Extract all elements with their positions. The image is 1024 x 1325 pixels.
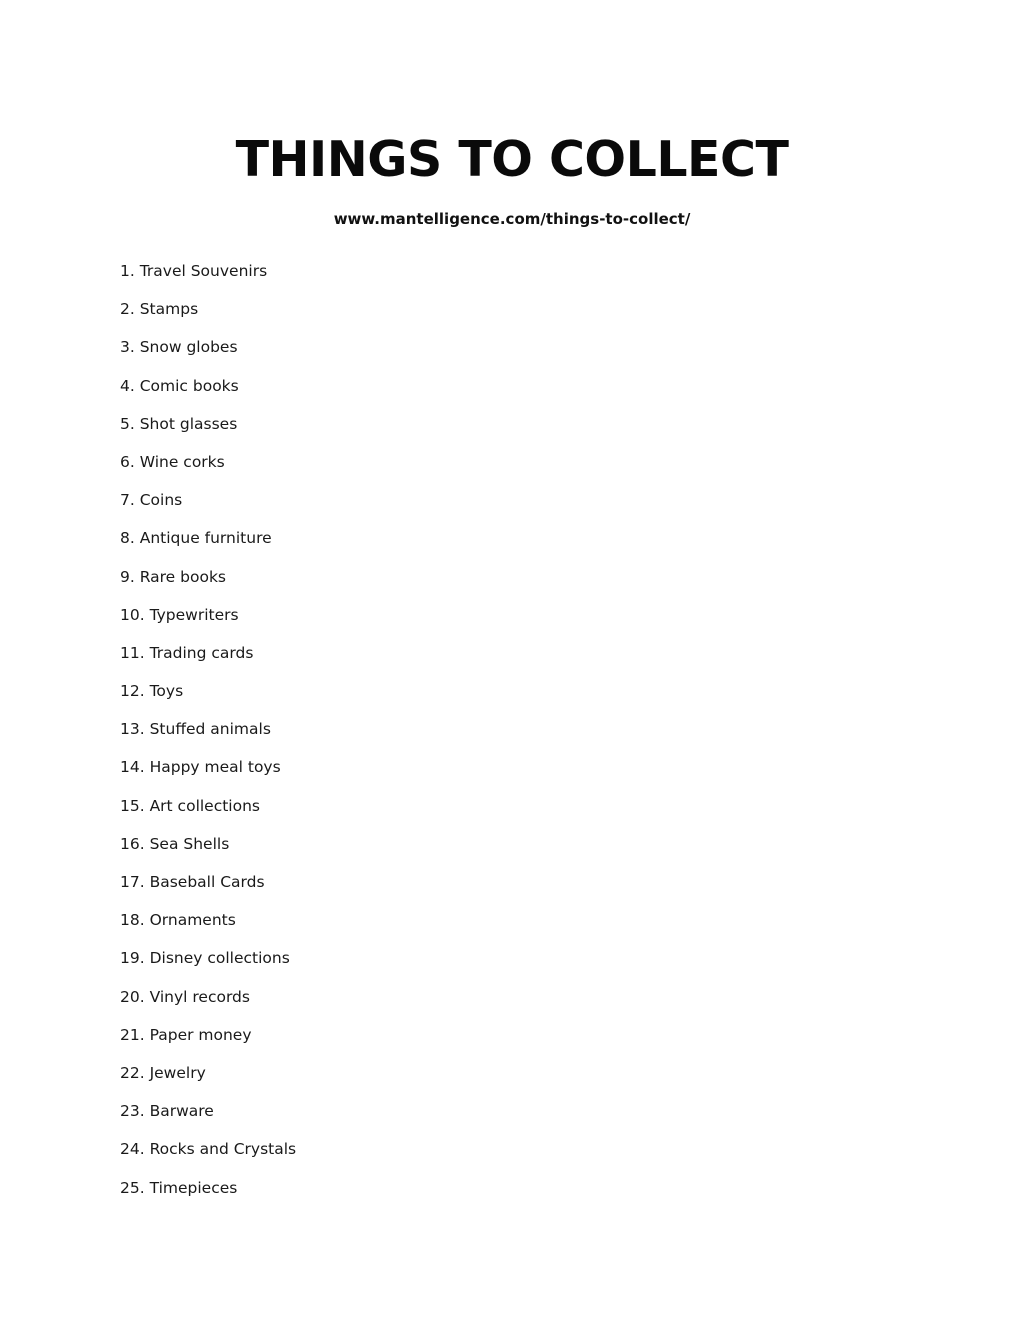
list-item: 20. Vinyl records	[120, 987, 250, 1006]
list-item: 9. Rare books	[120, 567, 226, 586]
list-item: 5. Shot glasses	[120, 414, 238, 433]
list-item: 11. Trading cards	[120, 643, 254, 662]
list-item: 15. Art collections	[120, 796, 260, 815]
list-item: 17. Baseball Cards	[120, 873, 265, 891]
list-item: 22. Jewelry	[120, 1063, 206, 1082]
list-item: 21. Paper money	[120, 1025, 252, 1044]
list-item: 6. Wine corks	[120, 452, 225, 471]
list-item: 14. Happy meal toys	[120, 758, 281, 777]
list-item: 2. Stamps	[120, 300, 199, 319]
collectibles-list	[120, 257, 296, 1212]
list-item: 12. Toys	[120, 682, 184, 701]
list-item: 19. Disney collections	[120, 949, 290, 968]
source-url: www.mantelligence.com/things-to-collect/	[333, 210, 691, 228]
list-item: 25. Timepieces	[120, 1178, 238, 1197]
list-item: 4. Comic books	[120, 376, 239, 395]
page-title: THINGS TO COLLECT	[235, 131, 789, 188]
list-item: 16. Sea Shells	[120, 834, 230, 853]
list-item: 23. Barware	[120, 1102, 214, 1121]
list-item: 8. Antique furniture	[120, 529, 272, 548]
list-item: 18. Ornaments	[120, 911, 236, 930]
list-item: 24. Rocks and Crystals	[120, 1140, 297, 1159]
list-item: 1. Travel Souvenirs	[120, 262, 268, 280]
list-item: 7. Coins	[120, 491, 183, 510]
list-item: 3. Snow globes	[120, 338, 238, 357]
list-item: 13. Stuffed animals	[120, 720, 271, 739]
list-item: 10. Typewriters	[120, 605, 239, 624]
